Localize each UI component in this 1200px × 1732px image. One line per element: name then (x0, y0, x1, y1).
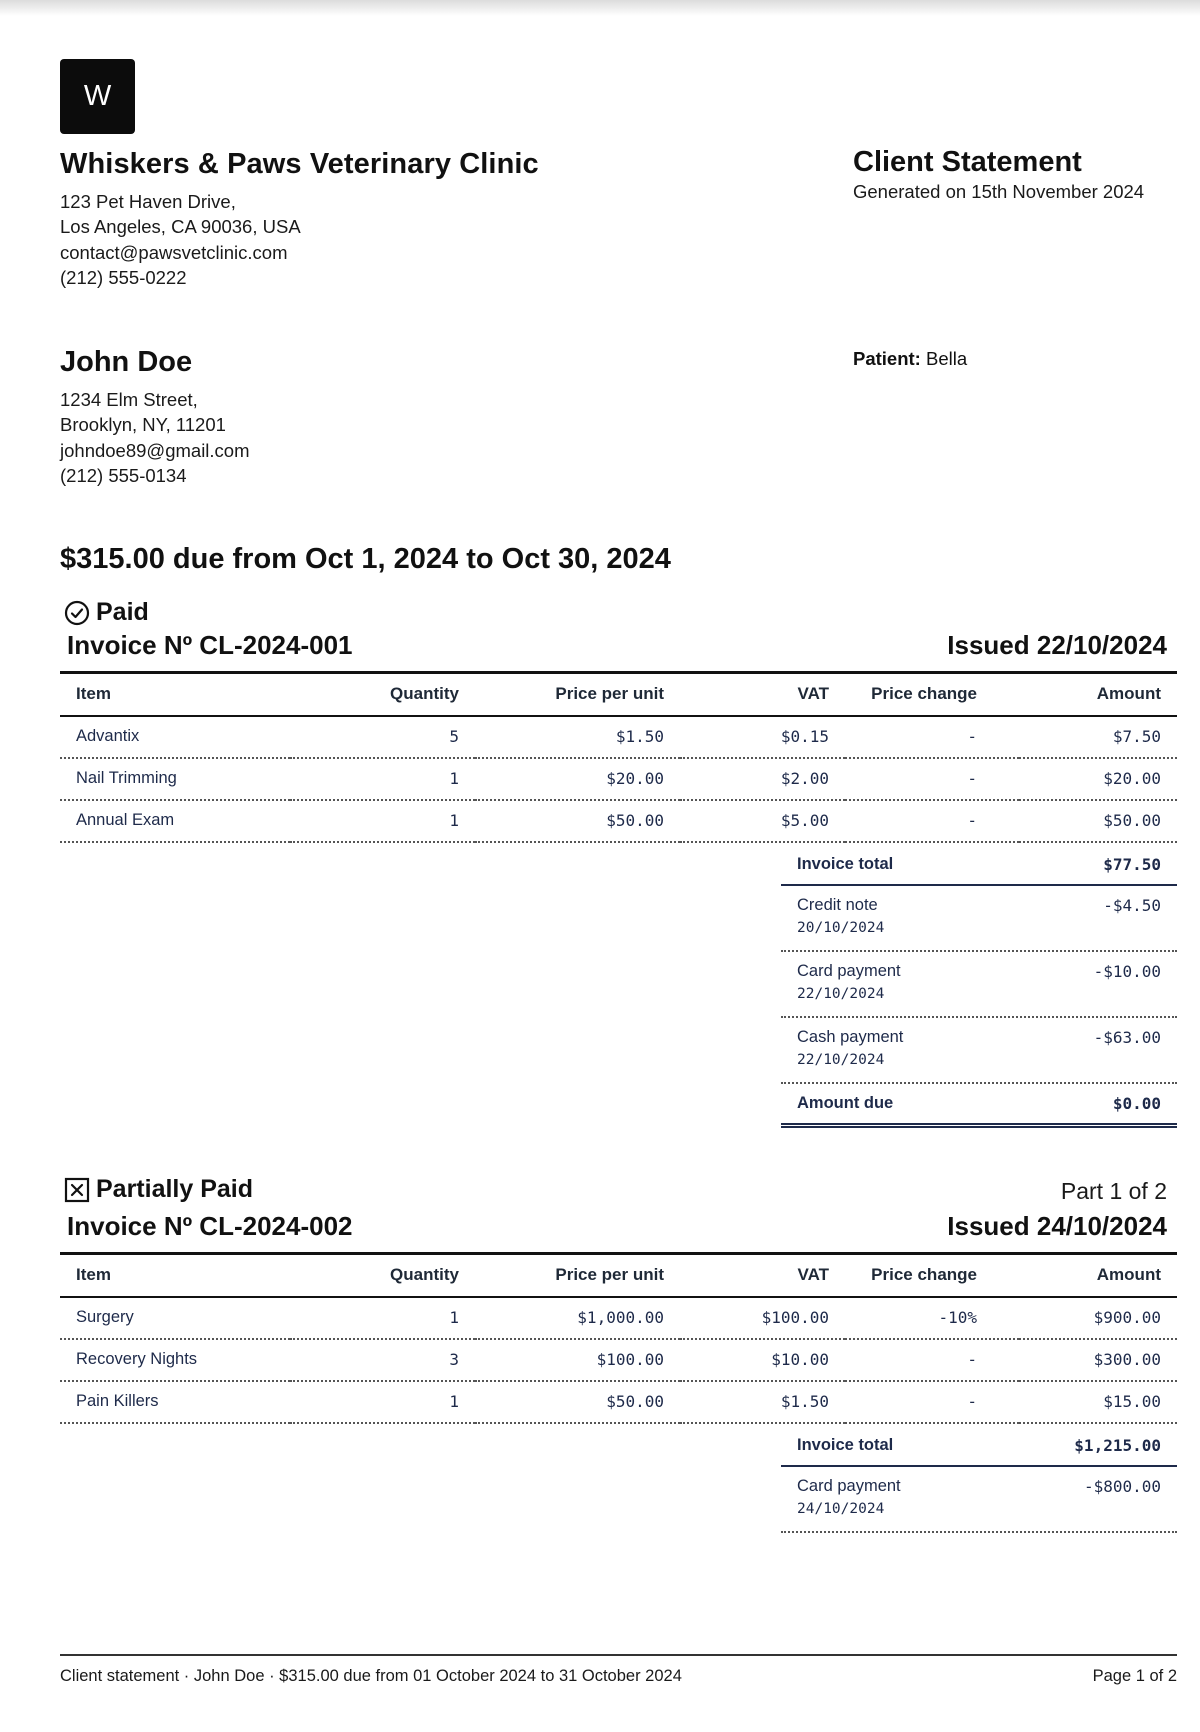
invoice-totals (781, 844, 1177, 1128)
payment-label: Card payment (797, 962, 901, 980)
client-city: Brooklyn, NY, 11201 (60, 414, 226, 436)
payment-date: 20/10/2024 (797, 920, 885, 936)
invoice-totals (781, 1425, 1177, 1533)
amount-due-value: $0.00 (1112, 1094, 1161, 1113)
client-name: John Doe (60, 346, 193, 378)
row-item: Pain Killers (60, 1381, 290, 1423)
payment-amount: -$800.00 (1083, 1477, 1161, 1496)
row-price: $100.00 (475, 1339, 680, 1381)
row-quantity: 3 (290, 1339, 475, 1381)
invoice-total-label: Invoice total (797, 854, 894, 873)
col-price: Price per unit (475, 1254, 680, 1297)
row-quantity: 1 (290, 758, 475, 800)
row-quantity: 1 (290, 1297, 475, 1339)
row-vat: $10.00 (680, 1339, 845, 1381)
payment-amount: -$10.00 (1093, 962, 1161, 981)
table-row (60, 1339, 1177, 1381)
row-item: Annual Exam (60, 800, 290, 842)
row-price: $50.00 (475, 1381, 680, 1423)
invoice-status-label: Paid (96, 598, 149, 626)
clinic-email[interactable]: contact@pawsvetclinic.com (60, 241, 288, 263)
row-price-change: -10% (845, 1297, 1019, 1339)
row-amount: $300.00 (1019, 1339, 1177, 1381)
clinic-street: 123 Pet Haven Drive, (60, 191, 236, 212)
table-row (60, 716, 1177, 758)
x-box-icon (64, 1177, 90, 1203)
invoice-items-table (60, 1252, 1177, 1424)
row-amount: $900.00 (1019, 1297, 1177, 1339)
payment-amount: -$4.50 (1103, 896, 1161, 915)
row-vat: $0.15 (680, 716, 845, 758)
invoice-issued-date: Issued 24/10/2024 (947, 1211, 1167, 1241)
col-item: Item (60, 673, 290, 716)
row-amount: $20.00 (1019, 758, 1177, 800)
statement-title: Client Statement (853, 146, 1082, 178)
invoice-total-row (781, 844, 1177, 886)
invoice-issued-date: Issued 22/10/2024 (947, 630, 1167, 660)
clinic-logo (60, 59, 135, 134)
clinic-city: Los Angeles, CA 90036, USA (60, 216, 301, 238)
invoice-total-amount: $1,215.00 (1074, 1435, 1161, 1455)
row-price-change: - (845, 800, 1019, 842)
clinic-address (60, 189, 301, 291)
payment-label: Card payment (797, 1477, 901, 1495)
row-price-change: - (845, 1381, 1019, 1423)
client-email[interactable]: johndoe89@gmail.com (60, 439, 250, 461)
invoice-total-row (781, 1425, 1177, 1467)
table-header-row (60, 1254, 1177, 1297)
payment-label: Credit note (797, 896, 878, 914)
payment-row (781, 1018, 1177, 1084)
table-row (60, 800, 1177, 842)
row-amount: $7.50 (1019, 716, 1177, 758)
logo-letter: W (83, 80, 112, 112)
payment-row (781, 886, 1177, 952)
row-amount: $50.00 (1019, 800, 1177, 842)
invoice-part-indicator: Part 1 of 2 (1060, 1178, 1167, 1204)
row-quantity: 1 (290, 800, 475, 842)
invoice-number: Invoice Nº CL-2024-001 (67, 630, 353, 660)
col-quantity: Quantity (290, 673, 475, 716)
col-quantity: Quantity (290, 1254, 475, 1297)
row-price: $50.00 (475, 800, 680, 842)
col-vat: VAT (680, 1254, 845, 1297)
row-price-change: - (845, 716, 1019, 758)
invoice-status-label: Partially Paid (96, 1175, 254, 1203)
row-item: Nail Trimming (60, 758, 290, 800)
row-price: $1.50 (475, 716, 680, 758)
table-header-row (60, 673, 1177, 716)
col-price-change: Price change (845, 673, 1019, 716)
row-vat: $5.00 (680, 800, 845, 842)
client-phone[interactable]: (212) 555-0134 (60, 465, 187, 487)
clinic-phone[interactable]: (212) 555-0222 (60, 267, 187, 289)
statement-generated-date: Generated on 15th November 2024 (853, 181, 1145, 202)
patient-name: Bella (925, 348, 968, 369)
row-item: Advantix (60, 716, 290, 758)
footer-summary: Client statement · John Doe · $315.00 due from 01 October 2024 to 31 October 2024 (60, 1667, 682, 1685)
payment-date: 24/10/2024 (797, 1501, 885, 1517)
row-quantity: 5 (290, 716, 475, 758)
invoice-status (64, 1175, 253, 1204)
row-vat: $2.00 (680, 758, 845, 800)
table-row (60, 1297, 1177, 1339)
amount-due-label: Amount due (797, 1094, 894, 1112)
page-top-shadow (0, 0, 1200, 16)
row-vat: $100.00 (680, 1297, 845, 1339)
row-price-change: - (845, 758, 1019, 800)
col-price: Price per unit (475, 673, 680, 716)
payment-row (781, 1467, 1177, 1533)
payment-amount: -$63.00 (1093, 1028, 1161, 1047)
footer-divider (60, 1654, 1177, 1656)
patient-label: Patient: (853, 348, 921, 369)
payment-row (781, 952, 1177, 1018)
clinic-name: Whiskers & Paws Veterinary Clinic (60, 148, 539, 180)
payment-label: Cash payment (797, 1028, 904, 1046)
amount-due-row (781, 1084, 1177, 1128)
row-amount: $15.00 (1019, 1381, 1177, 1423)
amount-due-summary: $315.00 due from Oct 1, 2024 to Oct 30, 2024 (60, 543, 671, 575)
row-quantity: 1 (290, 1381, 475, 1423)
client-address (60, 387, 250, 489)
invoice-number: Invoice Nº CL-2024-002 (67, 1211, 353, 1241)
row-price: $20.00 (475, 758, 680, 800)
col-amount: Amount (1019, 673, 1177, 716)
col-item: Item (60, 1254, 290, 1297)
invoice-items-table (60, 671, 1177, 843)
invoice-total-label: Invoice total (797, 1435, 894, 1454)
invoice-total-amount: $77.50 (1103, 854, 1161, 874)
col-vat: VAT (680, 673, 845, 716)
col-price-change: Price change (845, 1254, 1019, 1297)
row-price-change: - (845, 1339, 1019, 1381)
row-vat: $1.50 (680, 1381, 845, 1423)
invoice-status (64, 598, 149, 627)
row-item: Recovery Nights (60, 1339, 290, 1381)
check-circle-icon (64, 600, 90, 626)
payment-date: 22/10/2024 (797, 986, 885, 1002)
col-amount: Amount (1019, 1254, 1177, 1297)
client-street: 1234 Elm Street, (60, 389, 198, 410)
patient-info (853, 348, 967, 370)
row-item: Surgery (60, 1297, 290, 1339)
table-row (60, 1381, 1177, 1423)
table-row (60, 758, 1177, 800)
row-price: $1,000.00 (475, 1297, 680, 1339)
page-number: Page 1 of 2 (1092, 1667, 1177, 1685)
payment-date: 22/10/2024 (797, 1052, 885, 1068)
